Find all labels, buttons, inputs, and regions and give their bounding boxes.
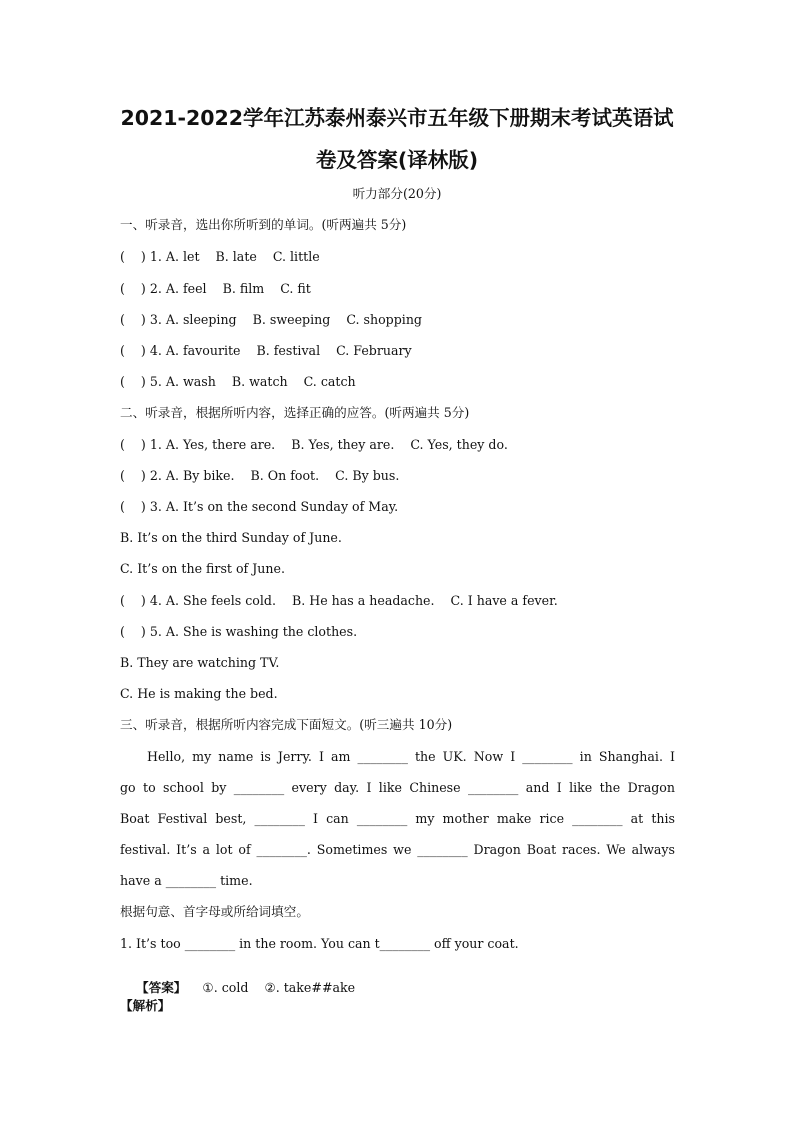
section-2-option: C. It’s on the first of June. xyxy=(120,561,285,576)
section-2-option: B. It’s on the third Sunday of June. xyxy=(120,530,342,545)
listening-part-subtitle: 听力部分(20分) xyxy=(352,186,442,201)
section-2-option: C. He is making the bed. xyxy=(120,686,278,701)
section-2-item: ( ) 4. A. She feels cold. B. He has a headache. C. I have a fever. xyxy=(120,593,558,608)
passage-line: have a ________ time. xyxy=(120,873,253,888)
passage-line: festival. It’s a lot of ________. Sometimes we ________ Dragon Boat races. We always xyxy=(120,842,675,857)
section-3-heading: 三、听录音，根据所听内容完成下面短文。(听三遍共 10分) xyxy=(120,717,453,732)
passage-line: go to school by ________ every day. I like Chinese ________ and I like the Dragon xyxy=(120,780,675,795)
section-1-item: ( ) 1. A. let B. late C. little xyxy=(120,249,320,264)
answer-text: ①. cold ②. take##ake xyxy=(202,979,356,995)
section-1-item: ( ) 3. A. sleeping B. sweeping C. shopping xyxy=(120,312,422,327)
fill-in-question: 1. It’s too ________ in the room. You can t________ off your coat. xyxy=(120,936,519,951)
section-1-item: ( ) 5. A. wash B. watch C. catch xyxy=(120,374,356,389)
section-2-item: ( ) 1. A. Yes, there are. B. Yes, they are. C. Yes, they do. xyxy=(120,437,508,452)
section-1-heading: 一、听录音，选出你所听到的单词。(听两遍共 5分) xyxy=(120,217,407,232)
passage-line: Boat Festival best, ________ I can ________ my mother make rice ________ at this xyxy=(120,811,675,826)
document-title-line-2: 卷及答案(译林版) xyxy=(315,148,479,172)
answer-label: 【答案】 xyxy=(136,979,187,995)
section-2-item: ( ) 3. A. It’s on the second Sunday of May. xyxy=(120,499,399,514)
analysis-label: 【解析】 xyxy=(120,998,171,1013)
section-2-heading: 二、听录音，根据所听内容，选择正确的应答。(听两遍共 5分) xyxy=(120,405,470,420)
passage-line: Hello, my name is Jerry. I am ________ the UK. Now I ________ in Shanghai. I xyxy=(147,749,675,764)
section-2-option: B. They are watching TV. xyxy=(120,655,280,670)
document-title-line-1: 2021-2022学年江苏泰州泰兴市五年级下册期末考试英语试 xyxy=(120,106,674,130)
section-2-item: ( ) 5. A. She is washing the clothes. xyxy=(120,624,358,639)
section-4-heading: 根据句意、首字母或所给词填空。 xyxy=(120,904,309,919)
section-1-item: ( ) 2. A. feel B. film C. fit xyxy=(120,281,311,296)
section-1-item: ( ) 4. A. favourite B. festival C. February xyxy=(120,343,412,358)
section-2-item: ( ) 2. A. By bike. B. On foot. C. By bus. xyxy=(120,468,400,483)
